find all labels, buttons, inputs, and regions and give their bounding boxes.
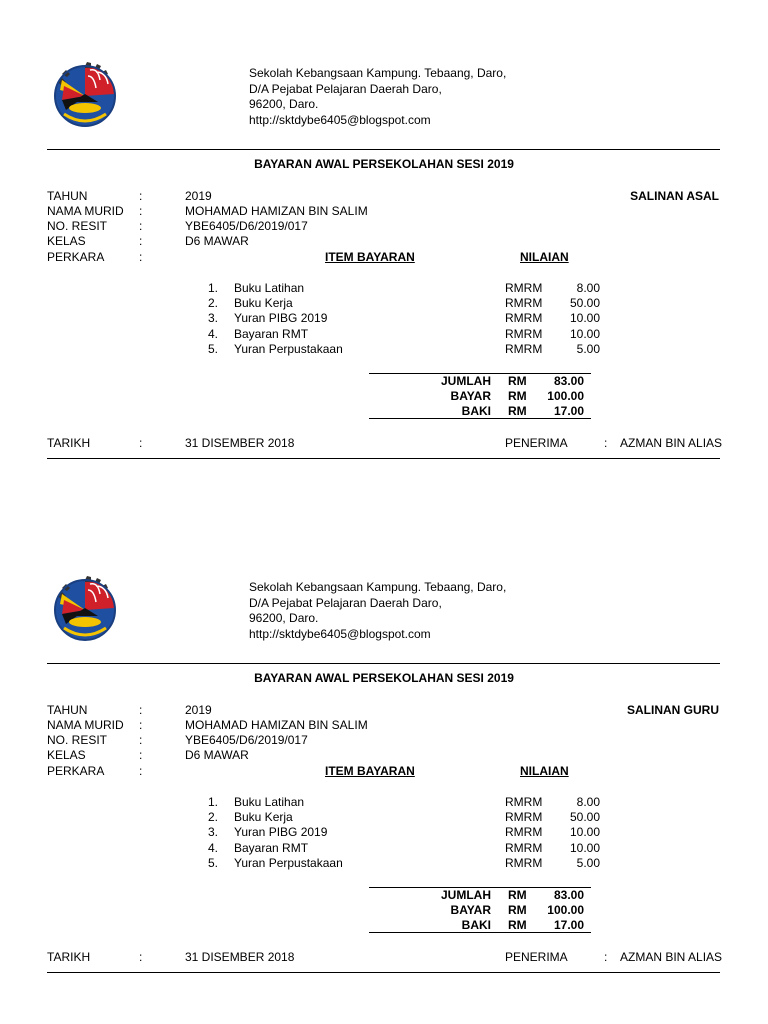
divider [47, 972, 720, 973]
total-row-baki [0, 918, 768, 933]
receiver-colon: : [604, 950, 608, 964]
total-value: 83.00 [553, 374, 584, 388]
total-label: JUMLAH [441, 374, 491, 388]
total-label: BAYAR [450, 389, 491, 403]
total-value: 17.00 [553, 404, 584, 418]
item-name: Bayaran RMT [234, 841, 309, 855]
list-item [0, 795, 768, 810]
field-colon: : [139, 189, 143, 203]
item-name: Yuran Perpustakaan [234, 856, 343, 870]
total-value: 100.00 [547, 903, 584, 917]
address-line: D/A Pejabat Pelajaran Daerah Daro, [249, 81, 442, 96]
totals-divider [369, 418, 591, 419]
total-value: 100.00 [547, 389, 584, 403]
item-currency: RMRM [505, 795, 543, 809]
item-number: 4. [207, 841, 218, 855]
field-label: NAMA MURID [47, 204, 124, 218]
item-number: 2. [207, 810, 218, 824]
school-url: http://sktdybe6405@blogspot.com [249, 112, 431, 127]
field-colon: : [139, 718, 143, 732]
item-amount: 50.00 [569, 810, 600, 824]
field-value: 2019 [185, 703, 212, 717]
receipt-title: BAYARAN AWAL PERSEKOLAHAN SESI 2019 [254, 671, 514, 685]
school-address [249, 66, 506, 128]
list-item [0, 311, 768, 326]
total-currency: RM [508, 404, 527, 418]
total-currency: RM [508, 389, 527, 403]
item-currency: RMRM [505, 810, 543, 824]
list-item [0, 856, 768, 871]
receiver-name: AZMAN BIN ALIAS [620, 436, 723, 450]
total-row-jumlah [0, 374, 768, 389]
item-amount: 10.00 [569, 841, 600, 855]
item-number: 5. [207, 856, 218, 870]
item-currency: RMRM [505, 327, 543, 341]
address-line: Sekolah Kebangsaan Kampung. Tebaang, Daro, [249, 580, 507, 594]
total-row-baki [0, 404, 768, 419]
item-number: 5. [207, 342, 218, 356]
field-colon: : [139, 204, 143, 218]
list-item [0, 327, 768, 342]
field-label: NAMA MURID [47, 718, 124, 732]
item-amount: 8.00 [576, 281, 600, 295]
field-label: TAHUN [47, 189, 88, 203]
item-name: Yuran Perpustakaan [234, 342, 343, 356]
field-colon: : [139, 219, 143, 233]
list-item [0, 810, 768, 825]
address-line: D/A Pejabat Pelajaran Daerah Daro, [249, 595, 442, 610]
date-colon: : [139, 436, 143, 450]
item-currency: RMRM [505, 281, 543, 295]
field-colon: : [139, 703, 143, 717]
field-value: 2019 [185, 189, 212, 203]
field-label: NO. RESIT [47, 733, 108, 747]
item-amount: 5.00 [576, 856, 600, 870]
field-label: KELAS [47, 234, 86, 248]
receiver-label: PENERIMA [505, 950, 568, 964]
item-number: 2. [207, 296, 218, 310]
school-crest-icon [50, 60, 120, 130]
item-number: 3. [207, 825, 218, 839]
field-colon: : [139, 234, 143, 248]
field-value: D6 MAWAR [185, 748, 249, 762]
item-amount: 10.00 [569, 825, 600, 839]
school-address [249, 580, 506, 642]
field-value: MOHAMAD HAMIZAN BIN SALIM [185, 718, 368, 732]
total-currency: RM [508, 888, 527, 902]
field-label: PERKARA [47, 250, 105, 264]
value-header: NILAIAN [520, 250, 569, 264]
field-value: YBE6405/D6/2019/017 [185, 219, 308, 233]
item-name: Bayaran RMT [234, 327, 309, 341]
address-line: 96200, Daro. [249, 97, 319, 111]
item-name: Yuran PIBG 2019 [234, 311, 328, 325]
address-line: 96200, Daro. [249, 611, 319, 625]
item-amount: 50.00 [569, 296, 600, 310]
item-name: Yuran PIBG 2019 [234, 825, 328, 839]
school-url: http://sktdybe6405@blogspot.com [249, 626, 431, 641]
field-colon: : [139, 748, 143, 762]
total-row-jumlah [0, 888, 768, 903]
receipt [0, 514, 768, 1014]
field-colon: : [139, 764, 143, 778]
item-number: 4. [207, 327, 218, 341]
date-value: 31 DISEMBER 2018 [185, 436, 295, 450]
receipt-title: BAYARAN AWAL PERSEKOLAHAN SESI 2019 [254, 157, 514, 171]
total-label: BAKI [461, 404, 491, 418]
item-currency: RMRM [505, 311, 543, 325]
total-label: BAKI [461, 918, 491, 932]
item-amount: 10.00 [569, 311, 600, 325]
item-amount: 10.00 [569, 327, 600, 341]
receiver-name: AZMAN BIN ALIAS [620, 950, 723, 964]
item-currency: RMRM [505, 296, 543, 310]
date-label: TARIKH [47, 436, 91, 450]
field-label: KELAS [47, 748, 86, 762]
copy-label: SALINAN GURU [627, 703, 719, 717]
total-label: BAYAR [450, 903, 491, 917]
list-item [0, 281, 768, 296]
item-amount: 5.00 [576, 342, 600, 356]
item-header: ITEM BAYARAN [325, 250, 415, 264]
item-name: Buku Latihan [234, 795, 305, 809]
item-currency: RMRM [505, 841, 543, 855]
field-label: NO. RESIT [47, 219, 108, 233]
receiver-colon: : [604, 436, 608, 450]
total-value: 83.00 [553, 888, 584, 902]
receiver-label: PENERIMA [505, 436, 568, 450]
field-value: D6 MAWAR [185, 234, 249, 248]
item-number: 3. [207, 311, 218, 325]
total-row-bayar [0, 389, 768, 404]
total-value: 17.00 [553, 918, 584, 932]
total-currency: RM [508, 374, 527, 388]
item-currency: RMRM [505, 825, 543, 839]
date-value: 31 DISEMBER 2018 [185, 950, 295, 964]
total-currency: RM [508, 918, 527, 932]
item-currency: RMRM [505, 856, 543, 870]
item-header: ITEM BAYARAN [325, 764, 415, 778]
item-name: Buku Kerja [234, 296, 293, 310]
list-item [0, 841, 768, 856]
list-item [0, 825, 768, 840]
item-currency: RMRM [505, 342, 543, 356]
address-line: Sekolah Kebangsaan Kampung. Tebaang, Daro, [249, 66, 507, 80]
value-header: NILAIAN [520, 764, 569, 778]
field-value: MOHAMAD HAMIZAN BIN SALIM [185, 204, 368, 218]
receipt [0, 0, 768, 500]
list-item [0, 342, 768, 357]
school-crest-icon [50, 574, 120, 644]
item-amount: 8.00 [576, 795, 600, 809]
item-name: Buku Latihan [234, 281, 305, 295]
item-number: 1. [207, 281, 218, 295]
field-label: PERKARA [47, 764, 105, 778]
field-colon: : [139, 733, 143, 747]
field-label: TAHUN [47, 703, 88, 717]
list-item [0, 296, 768, 311]
date-label: TARIKH [47, 950, 91, 964]
total-label: JUMLAH [441, 888, 491, 902]
item-name: Buku Kerja [234, 810, 293, 824]
divider [47, 663, 720, 664]
total-currency: RM [508, 903, 527, 917]
divider [47, 458, 720, 459]
totals-divider [369, 932, 591, 933]
field-value: YBE6405/D6/2019/017 [185, 733, 308, 747]
field-colon: : [139, 250, 143, 264]
divider [47, 149, 720, 150]
copy-label: SALINAN ASAL [630, 189, 719, 203]
total-row-bayar [0, 903, 768, 918]
date-colon: : [139, 950, 143, 964]
item-number: 1. [207, 795, 218, 809]
